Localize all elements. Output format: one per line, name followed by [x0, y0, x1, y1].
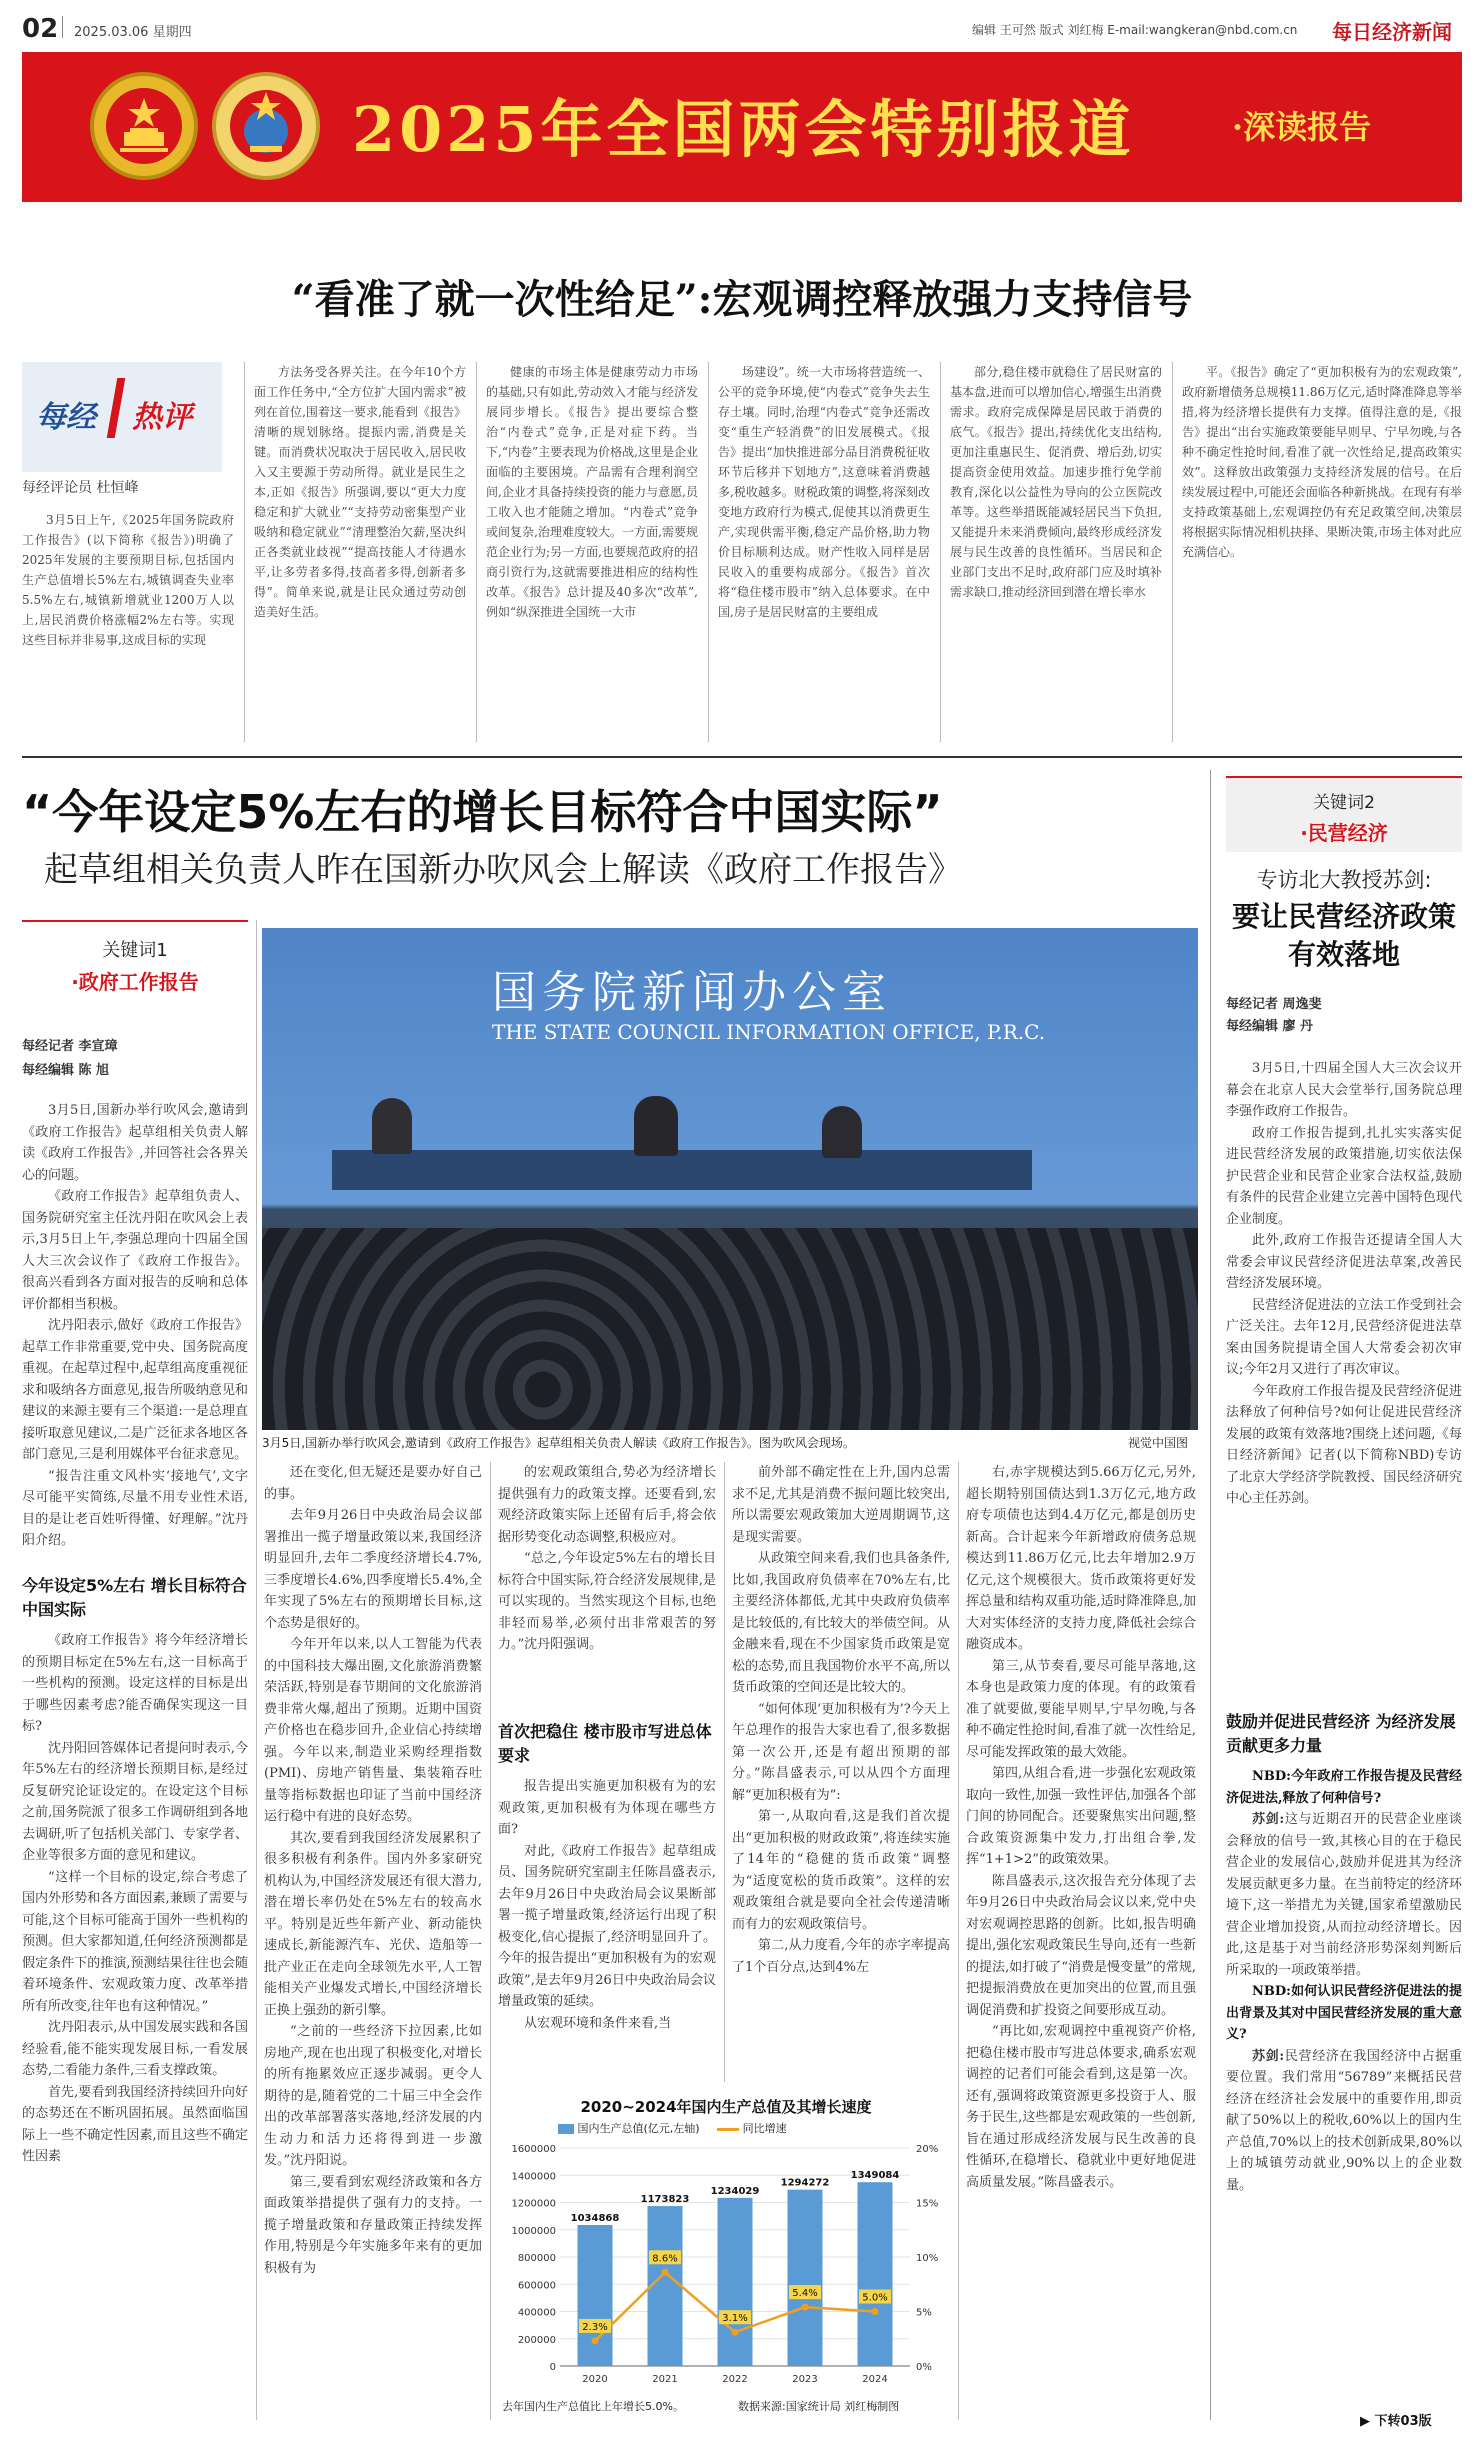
- main-col-5: 右,赤字规模达到5.66万亿元,另外,超长期特别国债达到1.3万亿元,地方政府专项债也达到4.4万亿元,都是创历史新高。合计起来今年新增政府债务总规模达到11.86万亿元,比去年增加2.9万亿元,这个规模很大。货币政策将更好发挥总量和结构双重功能,适时降准降息,加大对实体经济的支持力度,降低社会综合融资成本。 第三,从节奏看,要尽可能早落地,这本身也是政策力度的体现。有的政策看准了就要做,要能早则早,宁早勿晚,与各种不确定性抢时间,看准了就一次性给足,尽可能发挥政策的最大效能。 第四,从组合看,进一步强化宏观政策取向一致性,加强一致性评估,加强各个部门间的协同配合。还要聚焦实出问题,整合政策资源集中发力,打出组合拳,发挥“1+1>2”的政策效果。 陈昌盛表示,这次报告充分体现了去年9月26日中央政治局会议以来,党中央对宏观调控思路的创新。比如,报告明确提出,强化宏观政策民生导向,还有一些新的提法,如打破了“消费是慢变量”的常规,把提振消费放在更加突出的位置,而且强调促消费和扩投资之间要形成互动。 “再比如,宏观调控中重视资产价格,把稳住楼市股市写进总体要求,确系宏观调控的记者们可能会看到,这是第一次。还有,强调将政策资源更多投资于人、服务于民生,这些都是宏观政策的一些创新,旨在通过形成经济发展与民生改善的良性循环,在稳增长、稳就业中更好地促进高质量发展。”陈昌盛表示。: [966, 1465, 1196, 2190]
- bar: [858, 2182, 893, 2366]
- bar: [578, 2225, 613, 2366]
- y-tick-label-left: 600000: [517, 2280, 556, 2292]
- speaker-figure: [634, 1096, 678, 1156]
- keyword-label: 关键词1: [102, 940, 168, 961]
- photo-caption: 3月5日,国新办举行吹风会,邀请到《政府工作报告》起草组相关负责人解读《政府工作报告》。图为吹风会现场。: [262, 1436, 855, 1450]
- qa-answer: 苏剑:民营经济在我国经济中占据重要位置。我们常用“56789”来概括民营经济在经济社会发展中的重要作用,即贡献了50%以上的税收,60%以上的国内生产总值,70%以上的技术创新成果,80%以上的城镇劳动就业,90%以上的企业数量。: [1226, 2048, 1462, 2193]
- bar-value-label: 1349084: [850, 2170, 900, 2182]
- chart-title: 2020~2024年国内生产总值及其增长速度: [580, 2098, 872, 2116]
- logo-left: 每经: [36, 400, 96, 435]
- y-tick-label-left: 400000: [517, 2307, 556, 2319]
- growth-point: [872, 2308, 879, 2315]
- x-tick-label: 2021: [652, 2374, 678, 2385]
- masthead: [22, 14, 1462, 46]
- editor-credits: 编辑 王可然 版式 刘红梅 E-mail:wangkeran@nbd.com.cn: [972, 23, 1298, 37]
- logo-slash: [107, 378, 126, 438]
- sidebar-headline: 要让民营经济政策有效落地: [1231, 900, 1456, 971]
- y-tick-label-right: 10%: [916, 2253, 939, 2264]
- keyword-topic: ·政府工作报告: [71, 970, 199, 994]
- qa-question: NBD:今年政府工作报告提及民营经济促进法,释放了何种信号?: [1226, 1769, 1462, 1806]
- sidebar-subhead: 鼓励并促进民营经济 为经济发展贡献更多力量: [1226, 1712, 1456, 1755]
- keyword-topic: ·民营经济: [1300, 821, 1388, 845]
- press-conference-photo: [262, 928, 1198, 1430]
- growth-point: [732, 2329, 739, 2336]
- growth-point: [592, 2337, 599, 2344]
- keyword-box-1: [22, 920, 248, 1000]
- sidebar-byline-2: 每经编辑 廖 丹: [1226, 1019, 1314, 1034]
- editorial-col-4: 场建设”。统一大市场将营造统一、公平的竞争环境,使“内卷式”竞争失去生存土壤。同时,治理“内卷式”竞争还需改变“重生产轻消费”的旧发展模式。《报告》提出“加快推进部分品目消费税征收环节后移并下划地方”,这意味着消费越多,税收越多。财税政策的调整,将深刻改变地方政府行为模式,促使其以消费更生产,实现供需平衡,稳定产品价格,助力物价目标顺利达成。财产性收入同样是居民收入的重要构成部分。《报告》首次将“稳住楼市股市”纳入总体要求。在中国,房子是居民财富的主要组成: [718, 365, 930, 619]
- arrow-right-icon: ▶: [1360, 2414, 1375, 2429]
- editorial-col-5: 部分,稳住楼市就稳住了居民财富的基本盘,进而可以增加信心,增强生出消费需求。政府完成保障是居民敢于消费的底气。《报告》提出,持续优化支出结构,更加注重惠民生、促消费、增后劲,切实提高资金使用效益。加速步推行免学前教育,深化以公益性为导向的公立医院改革等。这些举措既能减轻居民当下负担,又能提升未来消费倾向,最终形成经济发展与民生改善的良性循环。当居民和企业部门支出不足时,政府部门应及时填补需求缺口,推动经济回到潜在增长率水: [950, 365, 1162, 599]
- x-tick-label: 2023: [792, 2374, 818, 2385]
- growth-label: 5.4%: [792, 2288, 818, 2300]
- growth-label: 5.0%: [862, 2292, 888, 2304]
- main-col-1: 3月5日,国新办举行吹风会,邀请到《政府工作报告》起草组相关负责人解读《政府工作报告》,并回答社会各界关心的问题。 《政府工作报告》起草组负责人、国务院研究室主任沈丹阳在吹风会上表示,3月5日上午,李强总理向十四届全国人大三次会议作了《政府工作报告》。很高兴看到各方面对报告的反响和总体评价都相当积极。 沈丹阳表示,做好《政府工作报告》起草工作非常重要,党中央、国务院高度重视。在起草过程中,起草组高度重视征求和吸纳各方面意见,报告所吸纳意见和建议的来源主要有三个渠道:一是总理直接听取意见建议,二是广泛征求各地区各部门意见,三是利用媒体平台征求意见。 “报告注重文风朴实‘接地气’,文字尽可能平实简练,尽量不用专业性术语,目的是让老百姓听得懂、好理解。”沈丹阳介绍。: [22, 1103, 248, 1548]
- main-subhead-2: 首次把稳住 楼市股市写进总体要求: [498, 1722, 712, 1765]
- bar: [718, 2198, 753, 2366]
- divider: [62, 16, 63, 38]
- bar-value-label: 1234029: [710, 2185, 760, 2197]
- speaker-figure: [372, 1098, 412, 1154]
- main-byline-2: 每经编辑 陈 旭: [22, 1063, 110, 1078]
- photo-credit: 视觉中国图: [1128, 1436, 1189, 1450]
- editorial-col-1: 3月5日上午,《2025年国务院政府工作报告》(以下简称《报告》)明确了2025年发展的主要预期目标,包括国内生产总值增长5%左右,城镇调查失业率5.5%左右,城镇新增就业1200万人以上,居民消费价格涨幅2%左右等。实现这些目标并非易事,这成目标的实现: [22, 513, 234, 647]
- podium-desk: [332, 1150, 1032, 1190]
- chart-plot: [498, 2136, 954, 2392]
- speaker-figure: [822, 1106, 862, 1158]
- page-number: 02: [22, 14, 59, 44]
- y-tick-label-left: 0: [549, 2362, 556, 2373]
- gdp-chart: [498, 2096, 954, 2426]
- main-col-1b: 《政府工作报告》将今年经济增长的预期目标定在5%左右,这一目标高于一些机构的预测。设定这样的目标是出于哪些因素考虑?能否确保实现这一目标? 沈丹阳回答媒体记者提问时表示,今年5%左右的经济增长预期目标,是经过反复研究论证设定的。在设定这个目标之前,国务院派了很多工作调研组到各地去调研,听了包括机关部门、专家学者、企业等很多方面的意见和建议。 “这样一个目标的设定,综合考虑了国内外形势和各方面因素,兼顾了需要与可能,这个目标可能高于国外一些机构的预测。但大家都知道,任何经济预测都是假定条件下的推演,预测结果往往也会随着环境条件、宏观政策力度、改革举措所有所改变,往年也有这种情况。” 沈丹阳表示,从中国发展实践和各国经验看,能不能实现发展目标,一看发展态势,二看能力条件,三看支撑政策。 首先,要看到我国经济持续回升向好的态势还在不断巩固拓展。虽然面临国际上一些不确定性因素,而且这些不确定性因素: [22, 1633, 248, 2164]
- editorial-col-3: 健康的市场主体是健康劳动力市场的基础,只有如此,劳动效入才能与经济发展同步增长。《报告》提出要综合整治“内卷式”竞争,正是对症下药。当下,“内卷”主要表现为价格战,这里是企业面临的主要困境。产品需有合理利润空间,企业才具备持续投资的能力与意愿,员工收入也才能随之增加。“内卷式”竞争或间复杂,治理难度较大。一方面,需要规范企业行为;另一方面,也要规范政府的招商引资行为,这就需要推进相应的结构性改革。《报告》总计提及40多次“改革”,例如“纵深推进全国统一大市: [486, 365, 698, 619]
- growth-point: [662, 2269, 669, 2276]
- legend-line-swatch: [717, 2128, 739, 2131]
- growth-label: 8.6%: [652, 2253, 678, 2265]
- y-tick-label-left: 1400000: [511, 2171, 556, 2183]
- y-tick-label-left: 1200000: [511, 2198, 556, 2210]
- logo-right: 热评: [132, 400, 192, 435]
- sidebar-kicker: 专访北大教授苏剑:: [1256, 868, 1432, 892]
- sidebar-body: 3月5日,十四届全国人大三次会议开幕会在北京人民大会堂举行,国务院总理李强作政府工作报告。 政府工作报告提到,扎扎实实落实促进民营经济发展的政策措施,切实依法保护民营企业和民营企业家合法权益,鼓励有条件的民营企业建立完善中国特色现代企业制度。 此外,政府工作报告还提请全国人大常委会审议民营经济促进法草案,改善民营经济发展环境。 民营经济促进法的立法工作受到社会广泛关注。去年12月,民营经济促进法草案由国务院提请全国人大常委会初次审议;今年2月又进行了再次审议。 今年政府工作报告提及民营经济促进法释放了何种信号?如何让促进民营经济发展的政策有效落地?围绕上述问题,《每日经济新闻》记者(以下简称NBD)专访了北京大学经济学院教授、国民经济研究中心主任苏剑。: [1226, 1061, 1462, 1506]
- main-col-3b: 报告提出实施更加积极有为的宏观政策,更加积极有为体现在哪些方面? 对此,《政府工作报告》起草组成员、国务院研究室副主任陈昌盛表示,去年9月26日中央政治局会议果断部署一揽子增量政策,经济运行出现了积极变化,信心提振了,经济明显回升了。今年的报告提出“更加积极有为的宏观政策”,是去年9月26日中央政治局会议增量政策的延续。 从宏观环境和条件来看,当: [498, 1779, 716, 2031]
- bar-value-label: 1034868: [570, 2212, 620, 2224]
- bar-value-label: 1294272: [780, 2177, 830, 2189]
- editorial-headline: “看准了就一次性给足”:宏观调控释放强力支持信号: [291, 276, 1193, 323]
- y-tick-label-right: 0%: [916, 2362, 932, 2373]
- chart-note: 去年国内生产总值比上年增长5.0%。: [502, 2400, 684, 2413]
- x-tick-label: 2020: [582, 2374, 608, 2385]
- y-tick-label-right: 20%: [916, 2144, 939, 2155]
- chart-source: 数据来源:国家统计局 刘红梅制图: [738, 2400, 900, 2413]
- photo-sign-en: THE STATE COUNCIL INFORMATION OFFICE, P.R.C.: [492, 1020, 1046, 1044]
- main-col-2: 还在变化,但无疑还是要办好自己的事。 去年9月26日中央政治局会议部署推出一揽子增量政策以来,我国经济明显回升,去年二季度经济增长4.7%,三季度增长4.6%,四季度增长5.4%,全年实现了5%左右的预期增长目标,这个态势是很好的。 今年开年以来,以人工智能为代表的中国科技大爆出圈,文化旅游消费繁荣活跃,特别是春节期间的文化旅游消费非常火爆,超出了预期。近期中国资产价格也在稳步回升,企业信心持续增强。今年以来,制造业采购经理指数(PMI)、房地产销售量、集装箱吞吐量等指标数据也印证了当前中国经济运行稳中有进的良好态势。 其次,要看到我国经济发展累积了很多积极有利条件。国内外多家研究机构认为,中国经济发展还有很大潜力,潜在增长率仍处在5%左右的较高水平。特别是近些年新产业、新动能快速成长,新能源汽车、光伏、造船等一批产业正在走向全球领先水平,人工智能相关产业爆发式增长,中国经济增长正换上强劲的新引擎。 “之前的一些经济下拉因素,比如房地产,现在也出现了积极变化,对增长的所有拖累效应正逐步减弱。更令人期待的是,随着党的二十届三中全会作出的改革部署落实落地,经济发展的内生动力和活力还将得到进一步激发。”沈丹阳说。 第三,要看到宏观经济政策和各方面政策举措提供了强有力的支持。一揽子增量政策和存量政策正持续发挥作用,特别是今年实施多年来有的更加积极有为: [264, 1465, 482, 2276]
- paper-logo: 每日经济新闻: [1332, 20, 1452, 44]
- bar-value-label: 1173823: [640, 2194, 690, 2206]
- legend-bar-swatch: [558, 2124, 574, 2134]
- banner-tag: ·深读报告: [1232, 108, 1372, 146]
- main-col-3: 的宏观政策组合,势必为经济增长提供强有力的政策支撑。还要看到,宏观经济政策实际上还留有后手,将会依据形势变化动态调整,积极应对。 “总之,今年设定5%左右的增长目标符合中国实际,符合经济发展规律,是可以实现的。当然实现这个目标,也绝非轻而易举,必须付出非常艰苦的努力。”沈丹阳强调。: [498, 1465, 716, 1652]
- bar: [648, 2206, 683, 2366]
- main-subheadline: 起草组相关负责人昨在国新办吹风会上解读《政府工作报告》: [44, 850, 962, 890]
- y-tick-label-left: 1000000: [511, 2225, 556, 2237]
- editorial-col-2: 方法务受各界关注。在今年10个方面工作任务中,“全方位扩大国内需求”被列在首位,围着这一要求,能看到《报告》清晰的规划脉络。提振内需,消费是关键。而消费状况取决于居民收入,居民收入又主要源于劳动所得。就业是民生之本,正如《报告》所强调,要以“更大力度稳定和扩大就业”“支持劳动密集型产业吸纳和稳定就业”“清理整治欠薪,坚决纠正各类就业歧视”“提高技能人才待遇水平,让多劳者多得,技高者多得,创新者多得”。简单来说,就是让民众通过劳动创造美好生活。: [254, 365, 466, 619]
- qa-question: NBD:如何认识民营经济促进法的提出背景及其对中国民营经济发展的重大意义?: [1226, 1984, 1462, 2042]
- main-col-4: 前外部不确定性在上升,国内总需求不足,尤其是消费不振问题比较突出,所以需要宏观政策加大逆周期调节,这是现实需要。 从政策空间来看,我们也具备条件,比如,我国政府负债率在70%左右,比主要经济体都低,尤其中央政府负债率是比较低的,有比较大的举债空间。从金融来看,现在不少国家货币政策是宽松的态势,而且我国物价水平不高,所以货币政策的空间还是比较大的。 “如何体现‘更加积极有为’?今天上午总理作的报告大家也看了,很多数据第一次公开,还是有超出预期的部分。”陈昌盛表示,可以从四个方面理解“更加积极有为”: 第一,从取向看,这是我们首次提出“更加积极的财政政策”,将连续实施了14年的“稳健的货币政策”调整为“适度宽松的货币政策”。这样的宏观政策组合就是要向全社会传递清晰而有力的宏观政策信号。 第二,从力度看,今年的赤字率提高了1个百分点,达到4%左: [732, 1465, 950, 1975]
- x-tick-label: 2024: [862, 2374, 888, 2385]
- special-report-banner: [22, 52, 1462, 202]
- banner-title: 2025年全国两会特别报道: [352, 93, 1135, 166]
- keyword-label: 关键词2: [1313, 793, 1375, 813]
- national-emblem-icon: [90, 72, 198, 180]
- y-tick-label-left: 800000: [517, 2253, 556, 2264]
- legend-bar-label: 国内生产总值(亿元,左轴): [577, 2122, 700, 2135]
- sidebar-qa: [1226, 1766, 1462, 2406]
- photo-sign-cn: 国务院新闻办公室: [492, 967, 892, 1018]
- qa-answer: 苏剑:这与近期召开的民营企业座谈会释放的信号一致,其核心目的在于稳民营企业的发展信心,鼓励并促进其为经济发展贡献更多力量。在当前特定的经济环境下,这一举措尤为关键,国家希望激励民营企业增加投资,从而拉动经济增长。因此,这是基于对当前经济形势深刻判断后所采取的一项政策举措。: [1226, 1812, 1462, 1978]
- continued-marker[interactable]: ▶ 下转03版: [1360, 2414, 1432, 2429]
- cppcc-emblem-icon: [212, 72, 320, 180]
- keyword-box-2: [1226, 776, 1462, 852]
- main-byline-1: 每经记者 李宣璋: [22, 1039, 118, 1054]
- growth-label: 2.3%: [582, 2321, 608, 2333]
- y-tick-label-right: 15%: [916, 2198, 939, 2210]
- chart-legend: [558, 2120, 787, 2136]
- x-tick-label: 2022: [722, 2374, 748, 2385]
- legend-line-label: 同比增速: [742, 2122, 787, 2135]
- audience: [262, 1228, 1198, 1430]
- commentary-logo: [22, 362, 222, 472]
- main-headline: “今年设定5%左右的增长目标符合中国实际”: [22, 785, 943, 839]
- sidebar-byline-1: 每经记者 周逸斐: [1226, 997, 1322, 1012]
- growth-point: [802, 2304, 809, 2311]
- main-subhead-1: 今年设定5%左右 增长目标符合中国实际: [22, 1576, 247, 1619]
- issue-date: 2025.03.06 星期四: [74, 25, 192, 40]
- editorial-col-6: 平。《报告》确定了“更加积极有为的宏观政策”,政府新增债务总规模11.86万亿元,适时降准降息等举措,将为经济增长提供有力支撑。值得注意的是,《报告》提出“出台实施政策要能早则早、宁早勿晚,与各种不确定性抢时间,看准了就一次性给足,提高政策实效”。这释放出政策强力支持经济发展的信号。在后续发展过程中,可能还会面临各种新挑战。在现有有举支持政策基础上,宏观调控仍有充足政策空间,决策层将根据实际情况相机抉择、果断决策,市场主体对此应充满信心。: [1182, 365, 1462, 559]
- y-tick-label-left: 1600000: [511, 2144, 556, 2155]
- growth-label: 3.1%: [722, 2313, 748, 2325]
- bar: [788, 2190, 823, 2366]
- editorial-author: 每经评论员 杜恒峰: [22, 480, 139, 496]
- y-tick-label-left: 200000: [517, 2334, 556, 2346]
- y-tick-label-right: 5%: [916, 2307, 932, 2319]
